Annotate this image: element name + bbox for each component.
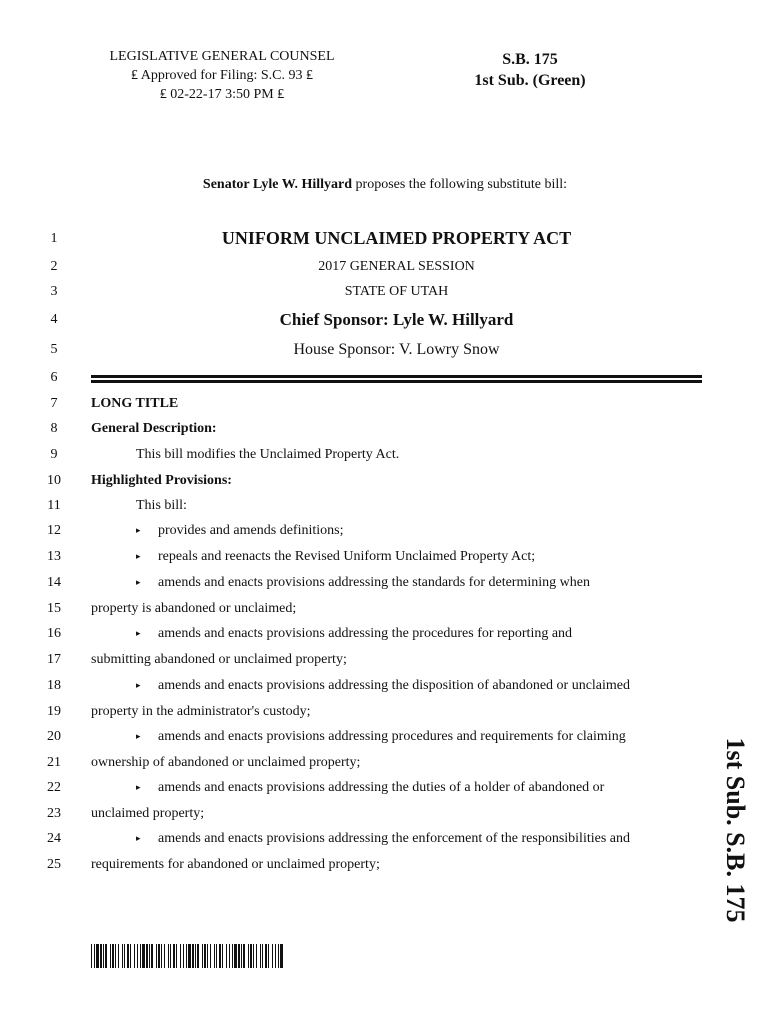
line-text: amends and enacts provisions addressing the standards for determining when [158, 575, 590, 590]
bill-line [0, 621, 770, 646]
proposal-line [0, 177, 770, 193]
line-text: amends and enacts provisions addressing the enforcement of the responsibilities and [158, 831, 630, 846]
line-text: This bill modifies the Unclaimed Property Act. [136, 447, 400, 462]
approval-datetime: ₤ 02-22-17 3:50 PM ₤ [159, 87, 285, 102]
line-number: 22 [47, 780, 61, 795]
bill-line [0, 596, 770, 621]
state: STATE OF UTAH [344, 284, 449, 299]
bullet-item [91, 621, 700, 646]
line-text: repeals and reenacts the Revised Uniform Unclaimed Property Act; [158, 549, 536, 564]
bullet-icon: ▸ [136, 731, 141, 741]
line-number: 7 [50, 396, 58, 411]
line-number: 9 [50, 447, 58, 462]
bullet-item [91, 570, 700, 595]
line-text: property in the administrator's custody; [91, 704, 311, 719]
bullet-item [91, 775, 700, 800]
line-text: amends and enacts provisions addressing procedures and requirements for claiming [158, 729, 626, 744]
line-text: submitting abandoned or unclaimed property; [91, 652, 347, 667]
house-sponsor: House Sponsor: V. Lowry Snow [293, 341, 500, 358]
line-number: 12 [47, 523, 61, 538]
line-number: 3 [50, 284, 58, 299]
bill-line [0, 775, 770, 800]
line-number: 23 [47, 806, 61, 821]
session: 2017 GENERAL SESSION [318, 259, 475, 274]
line-number: 18 [47, 678, 61, 693]
bill-line [0, 279, 770, 304]
line-number: 5 [50, 342, 58, 357]
line-number: 6 [50, 370, 58, 385]
bullet-item [91, 544, 700, 569]
chief-sponsor: Chief Sponsor: Lyle W. Hillyard [279, 310, 514, 329]
line-number: 1 [50, 231, 58, 246]
bill-number: S.B. 175 [502, 51, 558, 68]
bill-line [0, 852, 770, 877]
line-text: This bill: [136, 498, 187, 513]
line-number: 13 [47, 549, 61, 564]
proposal-text: proposes the following substitute bill: [352, 177, 568, 192]
side-bill-label [705, 730, 765, 930]
bill-line [0, 337, 770, 362]
line-text: property is abandoned or unclaimed; [91, 601, 297, 616]
bullet-item [91, 724, 700, 749]
line-number: 16 [47, 626, 61, 641]
bullet-icon: ▸ [136, 628, 141, 638]
line-text: amends and enacts provisions addressing the duties of a holder of abandoned or [158, 780, 605, 795]
bullet-item [91, 518, 700, 543]
substitute-label: 1st Sub. (Green) [474, 72, 586, 89]
line-number: 17 [47, 652, 61, 667]
bullet-icon: ▸ [136, 680, 141, 690]
bill-line [0, 570, 770, 595]
bill-line [0, 493, 770, 518]
line-text: ownership of abandoned or unclaimed property; [91, 755, 361, 770]
line-text: requirements for abandoned or unclaimed property; [91, 857, 380, 872]
line-number: 8 [50, 421, 58, 436]
bullet-icon: ▸ [136, 782, 141, 792]
line-number: 25 [47, 857, 61, 872]
line-number: 2 [50, 259, 58, 274]
section-heading: LONG TITLE [91, 396, 179, 411]
bullet-icon: ▸ [136, 525, 141, 535]
line-number: 10 [47, 473, 61, 488]
bill-line [0, 226, 770, 251]
line-number: 20 [47, 729, 61, 744]
line-number: 4 [50, 312, 58, 327]
bullet-icon: ▸ [136, 577, 141, 587]
bill-line [0, 647, 770, 672]
bill-line [0, 518, 770, 543]
line-text: provides and amends definitions; [158, 523, 344, 538]
bill-line [0, 468, 770, 493]
counsel-title: LEGISLATIVE GENERAL COUNSEL [109, 49, 335, 64]
bill-line [0, 416, 770, 441]
bill-line [0, 699, 770, 724]
line-number: 14 [47, 575, 61, 590]
line-text: amends and enacts provisions addressing the procedures for reporting and [158, 626, 573, 641]
line-text: unclaimed property; [91, 806, 205, 821]
bullet-icon: ▸ [136, 551, 141, 561]
bill-line [0, 801, 770, 826]
barcode-icon [91, 944, 283, 968]
approval-stamp: ₤ Approved for Filing: S.C. 93 ₤ [130, 68, 313, 83]
bill-line [0, 826, 770, 851]
double-rule-bottom [91, 380, 702, 383]
line-number: 19 [47, 704, 61, 719]
line-number: 15 [47, 601, 61, 616]
line-number: 11 [47, 498, 61, 513]
bill-id-header [450, 49, 610, 91]
bill-line [0, 724, 770, 749]
bullet-item [91, 673, 700, 698]
line-number: 21 [47, 755, 61, 770]
subsection-heading: Highlighted Provisions: [91, 473, 232, 488]
line-text: amends and enacts provisions addressing the disposition of abandoned or unclaimed [158, 678, 631, 693]
double-rule-top [91, 375, 702, 378]
bullet-item [91, 826, 700, 851]
bill-line [0, 750, 770, 775]
line-number: 24 [47, 831, 61, 846]
proposing-senator: Senator Lyle W. Hillyard [202, 177, 353, 192]
side-bill-label-text: 1st Sub. S.B. 175 [721, 737, 750, 923]
bill-line [0, 673, 770, 698]
bill-line [0, 544, 770, 569]
bill-line [0, 254, 770, 279]
bill-title: UNIFORM UNCLAIMED PROPERTY ACT [221, 228, 572, 248]
bill-line [0, 442, 770, 467]
subsection-heading: General Description: [91, 421, 217, 436]
bill-line [0, 391, 770, 416]
bullet-icon: ▸ [136, 833, 141, 843]
bill-line [0, 307, 770, 332]
counsel-header [92, 47, 352, 104]
